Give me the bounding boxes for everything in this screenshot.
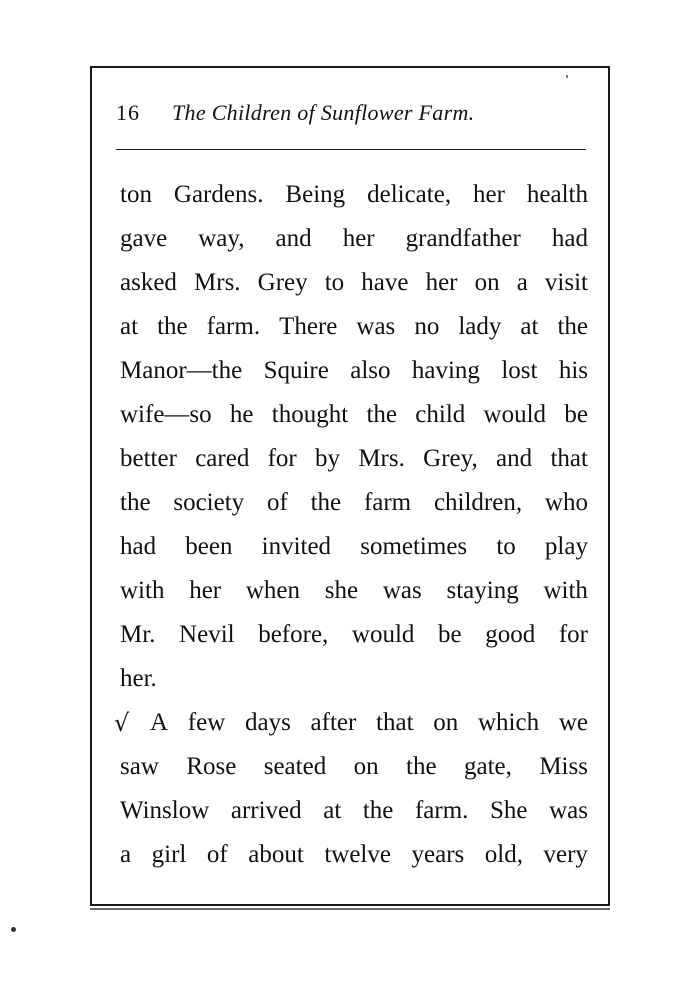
word: the — [120, 489, 151, 516]
word: invited — [261, 533, 332, 560]
word: to — [496, 533, 516, 560]
word: very — [543, 841, 588, 868]
text-line — [120, 487, 588, 531]
word: arrived — [230, 797, 302, 824]
word: Gardens. — [173, 181, 264, 208]
word: the — [362, 797, 394, 824]
word: society — [173, 489, 245, 516]
word: for — [558, 621, 588, 648]
word: few — [187, 709, 226, 736]
word: sometimes — [360, 533, 468, 560]
word: Rose — [186, 753, 237, 780]
word: her — [189, 577, 222, 604]
word: Mrs. — [358, 445, 405, 472]
word: seated — [263, 753, 327, 780]
word: was — [382, 577, 422, 604]
margin-mark — [566, 75, 568, 78]
body-text — [114, 179, 588, 883]
text-line — [120, 751, 588, 795]
word: Mr. — [120, 621, 156, 648]
text-line — [120, 531, 588, 575]
text-line — [120, 399, 588, 443]
word: have — [361, 269, 409, 296]
word: gave — [120, 225, 168, 252]
word: that — [376, 709, 414, 736]
text-line: her. — [120, 665, 157, 692]
word: would — [483, 401, 547, 428]
word: farm. — [414, 797, 469, 824]
word: she — [324, 577, 359, 604]
word: his — [558, 357, 588, 384]
word: her — [473, 181, 505, 208]
word: saw — [120, 753, 159, 780]
word: that — [550, 445, 588, 472]
header-rule — [116, 149, 586, 150]
word: the — [366, 401, 398, 428]
word: at — [120, 313, 139, 340]
word: She — [490, 797, 528, 824]
word: wife—so — [120, 401, 212, 428]
word: Squire — [263, 357, 329, 384]
word: gate, — [464, 753, 512, 780]
word: Mrs. — [194, 269, 241, 296]
word: Manor—the — [120, 357, 243, 384]
word: visit — [544, 269, 588, 296]
word: of — [206, 841, 228, 868]
word: Grey — [257, 269, 308, 296]
word: farm — [363, 489, 412, 516]
word: twelve — [324, 841, 391, 868]
text-line — [120, 795, 588, 839]
text-line — [120, 575, 588, 619]
word: better — [120, 445, 177, 472]
word: Miss — [539, 753, 588, 780]
running-head — [116, 96, 586, 132]
word: old, — [484, 841, 523, 868]
text-line — [120, 355, 588, 399]
word: no — [414, 313, 440, 340]
stray-mark — [11, 927, 16, 932]
check-mark-icon: √ — [114, 709, 130, 737]
word: lost — [501, 357, 538, 384]
word: been — [185, 533, 233, 560]
word: having — [411, 357, 480, 384]
word: for — [267, 445, 297, 472]
word: days — [244, 709, 291, 736]
word: staying — [446, 577, 519, 604]
word: Winslow — [120, 797, 210, 824]
paragraph-start-line — [114, 707, 588, 751]
word: years — [411, 841, 465, 868]
word: with — [543, 577, 588, 604]
word: we — [558, 709, 588, 736]
text-line — [120, 179, 588, 223]
word: when — [245, 577, 301, 604]
word: about — [248, 841, 304, 868]
word: children, — [433, 489, 523, 516]
word: There — [279, 313, 338, 340]
word: farm. — [206, 313, 261, 340]
word: Grey, — [423, 445, 478, 472]
text-line — [120, 839, 588, 883]
word: before, — [258, 621, 329, 648]
word: her — [342, 225, 375, 252]
word: ton — [120, 181, 152, 208]
running-title: The Children of Sunflower Farm. — [172, 100, 475, 125]
text-line — [120, 311, 588, 355]
word: child — [415, 401, 466, 428]
word: at — [323, 797, 342, 824]
text-line — [120, 267, 588, 311]
word: Being — [285, 181, 346, 208]
word: health — [526, 181, 588, 208]
word: on — [353, 753, 379, 780]
word: way, — [198, 225, 245, 252]
word: had — [551, 225, 588, 252]
word: would — [351, 621, 415, 648]
word: and — [496, 445, 533, 472]
word: on — [433, 709, 459, 736]
word: Nevil — [179, 621, 235, 648]
word: was — [549, 797, 588, 824]
word: the — [157, 313, 188, 340]
word: which — [477, 709, 540, 736]
word: be — [564, 401, 588, 428]
word: on — [474, 269, 500, 296]
word: had — [120, 533, 157, 560]
word: asked — [120, 269, 177, 296]
word: delicate, — [367, 181, 452, 208]
word: her — [425, 269, 458, 296]
word: cared — [195, 445, 250, 472]
word: the — [406, 753, 437, 780]
word: was — [356, 313, 396, 340]
word: thought — [271, 401, 349, 428]
word: A — [150, 709, 169, 736]
word: after — [310, 709, 357, 736]
word: good — [485, 621, 536, 648]
text-line — [120, 619, 588, 663]
text-line — [120, 443, 588, 487]
word: a — [120, 841, 132, 868]
word: the — [557, 313, 588, 340]
word: and — [275, 225, 312, 252]
word: also — [350, 357, 391, 384]
word: of — [266, 489, 288, 516]
word: girl — [151, 841, 187, 868]
word: play — [544, 533, 588, 560]
word: with — [120, 577, 165, 604]
word: he — [229, 401, 254, 428]
word: grandfather — [405, 225, 521, 252]
word: a — [516, 269, 528, 296]
word: be — [438, 621, 462, 648]
page-number: 16 — [116, 100, 140, 125]
word: who — [544, 489, 588, 516]
word: by — [315, 445, 341, 472]
text-line — [120, 223, 588, 267]
word: to — [324, 269, 345, 296]
word: lady — [458, 313, 502, 340]
word: the — [310, 489, 342, 516]
word: at — [520, 313, 539, 340]
